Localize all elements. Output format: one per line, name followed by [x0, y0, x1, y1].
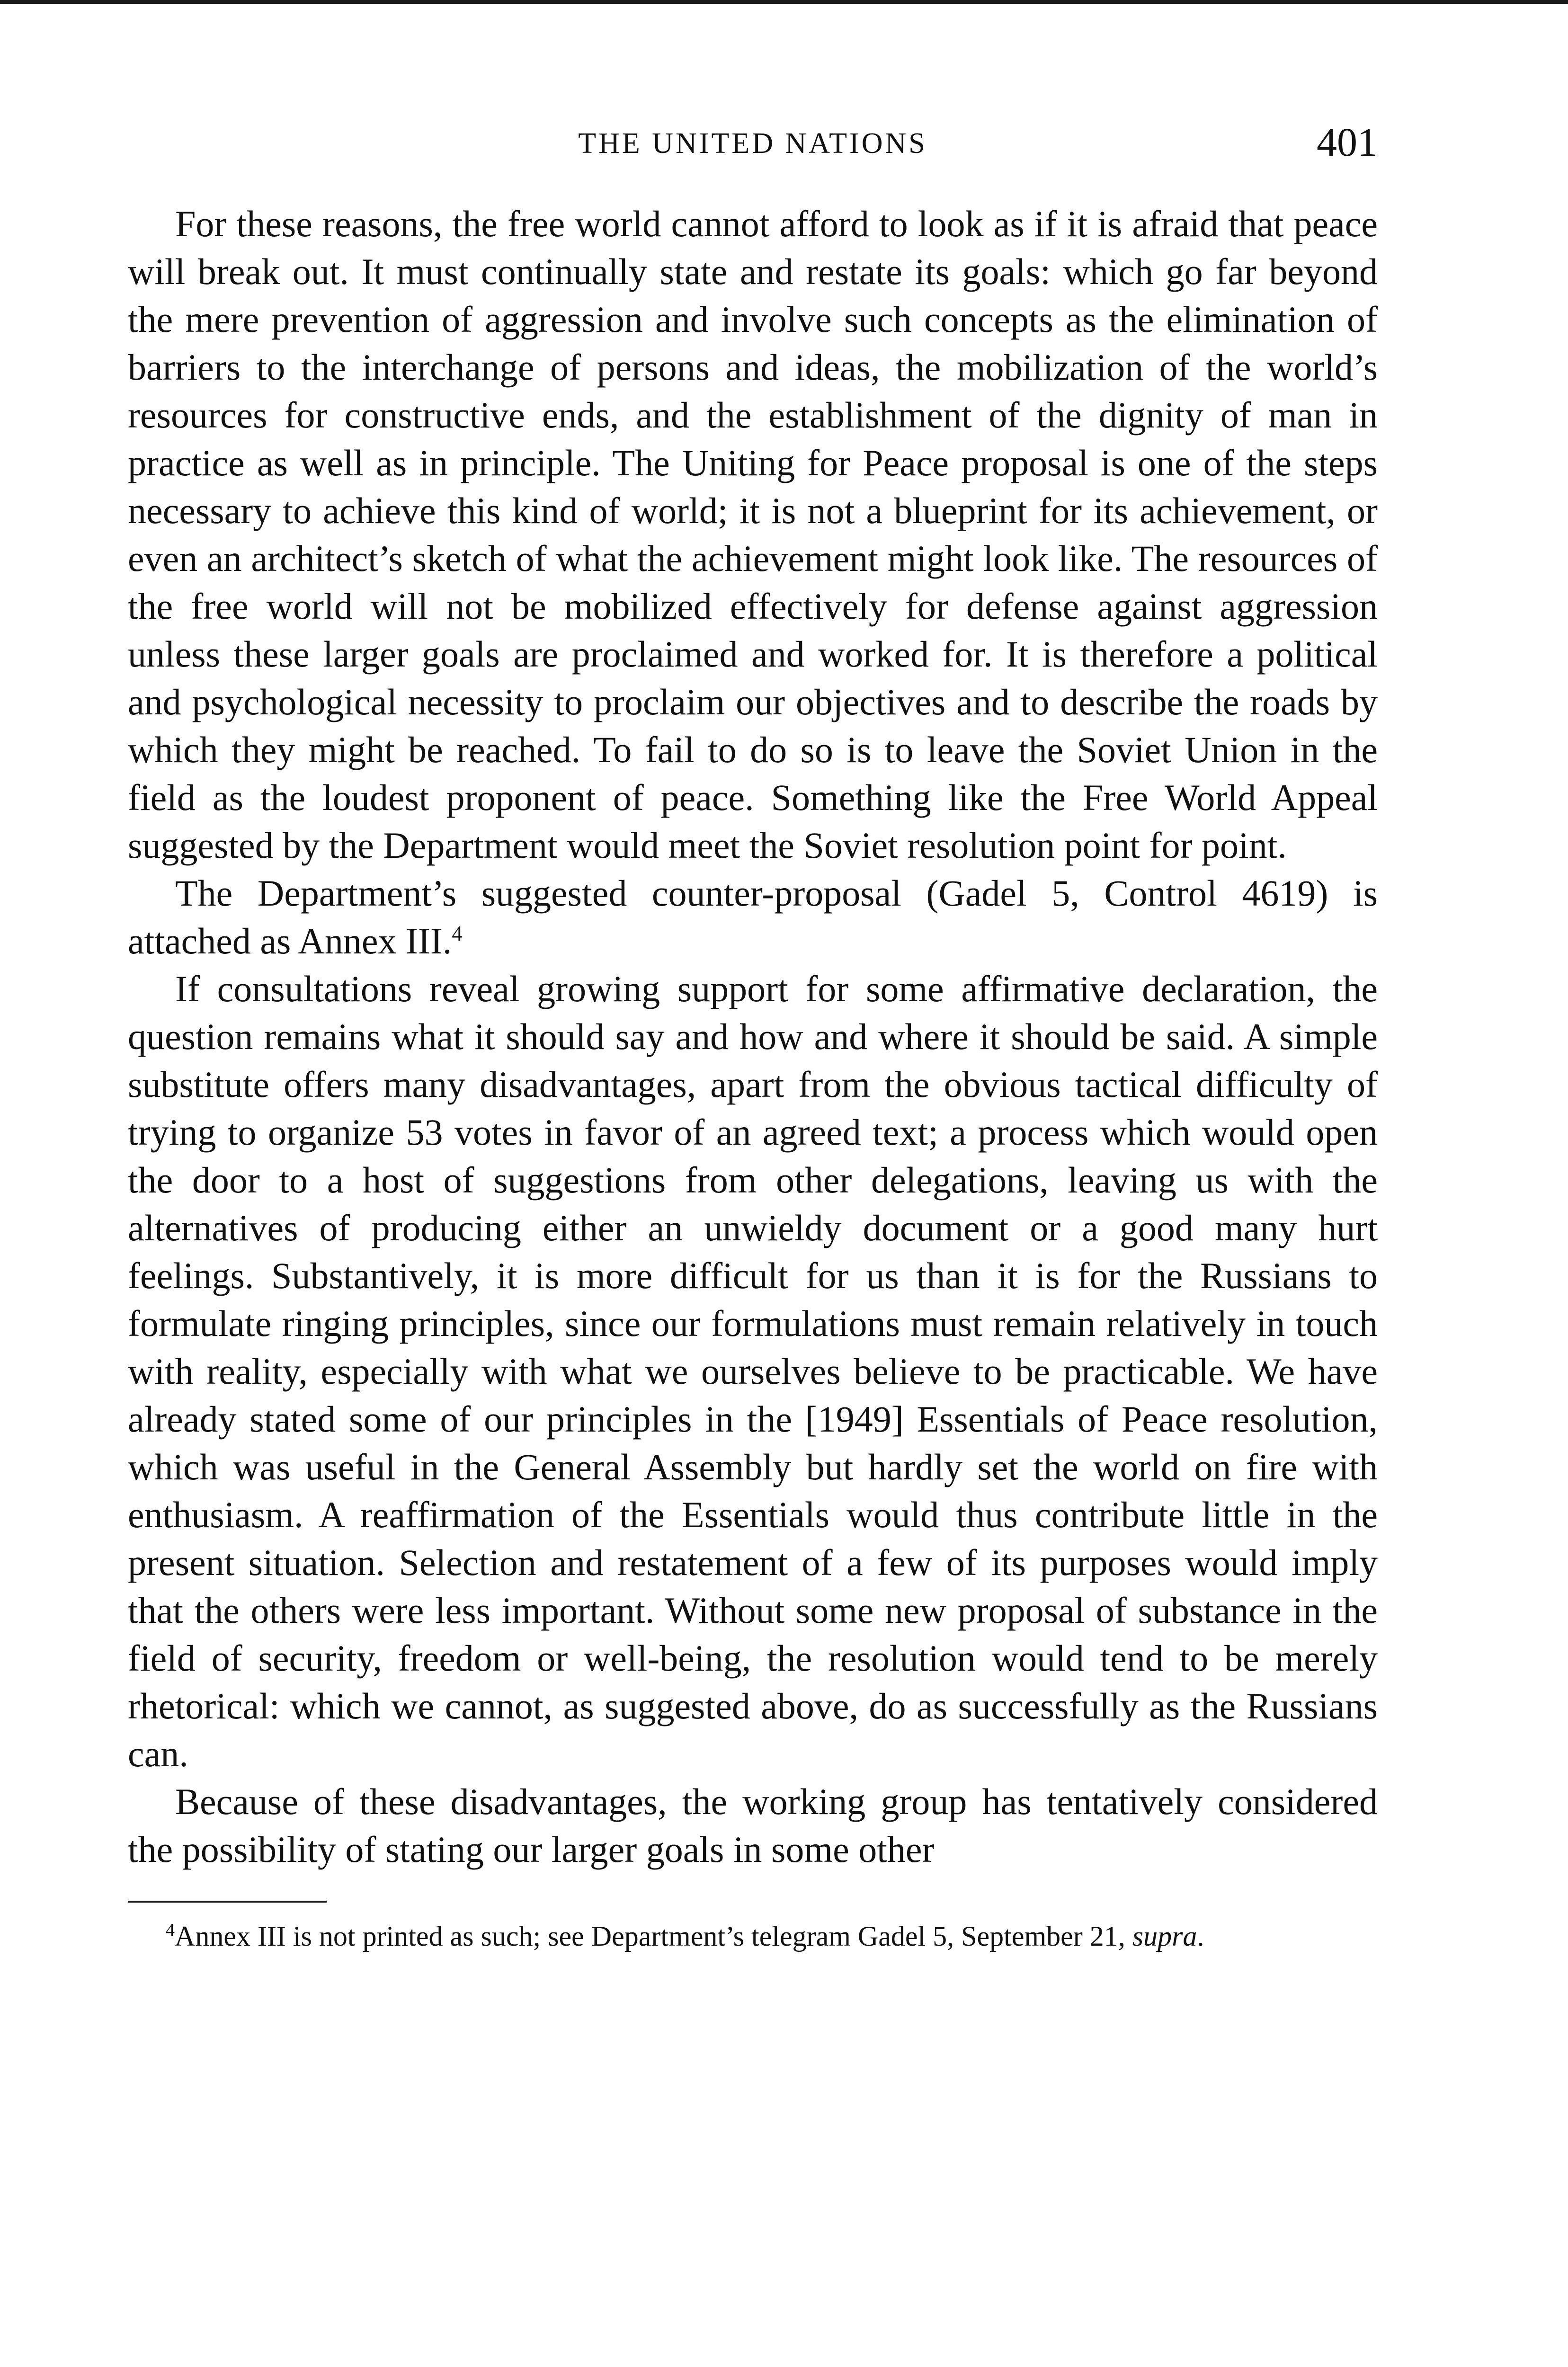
book-page [128, 118, 1378, 1954]
body-text [128, 200, 1378, 1873]
page-number: 401 [1317, 119, 1378, 165]
paragraph-affirmative-declaration: If consultations reveal growing support for some affirmative declaration, the question remains what it should say and how and where it should be said. A simple substitute offers many disadvantages, apart from the obvious tactical difficulty of trying to organize 53 votes in favor of an agreed text; a process which would open the door to a host of suggestions from other delegations, leaving us with the alternatives of producing either an unwieldy document or a good many hurt feelings. Substantively, it is more difficult for us than it is for the Russians to formulate ringing principles, since our formulations must remain relatively in touch with reality, especially with what we ourselves believe to be practicable. We have already stated some of our principles in the [1949] Essentials of Peace resolution, which was useful in the General Assembly but hardly set the world on fire with enthusiasm. A reaffirmation of the Essentials would thus contribute little in the present situation. Selection and restatement of a few of its purposes would imply that the others were less important. Without some new proposal of substance in the field of security, freedom or well-being, the resolution would tend to be merely rhetorical: which we cannot, as suggested above, do as successfully as the Russians can. [128, 968, 1378, 1774]
footnote-reference-4: 4 [452, 922, 463, 945]
running-head-title: THE UNITED NATIONS [578, 127, 927, 160]
paragraph-working-group: Because of these disadvantages, the working group has tentatively considered the possibility of stating our larger goals in some other [128, 1781, 1378, 1870]
footnote-marker: 4 [166, 1920, 175, 1940]
footnote-italic-supra: supra [1132, 1921, 1197, 1952]
top-page-rule [0, 0, 1568, 4]
paragraph-free-world-goals: For these reasons, the free world cannot afford to look as if it is afraid that peace will break out. It must continually state and restate its goals: which go far beyond the mere prevention of aggression and involve such concepts as the elimination of barriers to the interchange of persons and ideas, the mobilization of the world’s resources for constructive ends, and the establishment of the dignity of man in practice as well as in principle. The Uniting for Peace proposal is one of the steps necessary to achieve this kind of world; it is not a blueprint for its achievement, or even an architect’s sketch of what the achievement might look like. The resources of the free world will not be mobilized effectively for defense against aggression unless these larger goals are proclaimed and worked for. It is therefore a political and psychological necessity to proclaim our objectives and to describe the roads by which they might be reached. To fail to do so is to leave the Soviet Union in the field as the loudest proponent of peace. Something like the Free World Appeal suggested by the Department would meet the Soviet resolution point for point. [128, 203, 1378, 866]
annex-paragraph-text: The Department’s suggested counter-proposal (Gadel 5, Control 4619) is attached as Annex III. [128, 872, 1378, 961]
running-head [128, 118, 1378, 170]
footnote-end: . [1197, 1921, 1204, 1952]
footnote-4 [128, 1919, 1378, 1954]
footnote-divider [128, 1901, 327, 1903]
paragraph-annex-reference [128, 869, 1378, 965]
footnote-text: Annex III is not printed as such; see Department’s telegram Gadel 5, September 21, [175, 1921, 1125, 1952]
